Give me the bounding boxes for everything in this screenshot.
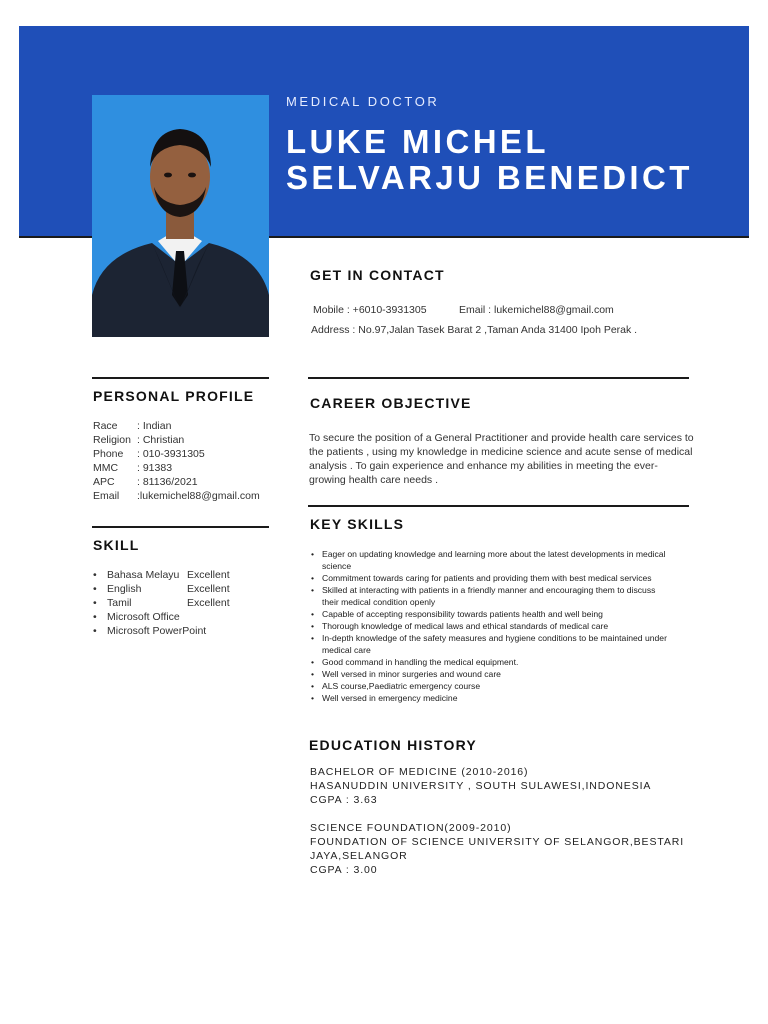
bullet-icon: • xyxy=(93,569,97,581)
profile-label: Race xyxy=(93,420,118,432)
personal-profile-list xyxy=(93,419,260,503)
divider xyxy=(308,505,689,507)
list-item xyxy=(93,582,230,596)
skill-level: Excellent xyxy=(187,569,230,581)
list-item xyxy=(311,584,671,608)
key-skill-text: Well versed in minor surgeries and wound care xyxy=(322,669,501,679)
skill-list xyxy=(93,568,230,638)
profile-value: : 010-3931305 xyxy=(137,448,205,460)
cgpa-text: CGPA : 3.63 xyxy=(310,794,378,806)
key-skill-text: Good command in handling the medical equipment. xyxy=(322,657,519,667)
profile-value: :lukemichel88@gmail.com xyxy=(137,490,260,502)
skill-name: Tamil xyxy=(107,597,132,609)
skill-name: English xyxy=(107,583,142,595)
bullet-icon: • xyxy=(93,597,97,609)
profile-label: Email xyxy=(93,490,120,502)
institution-text: HASANUDDIN UNIVERSITY , SOUTH SULAWESI,INDONESIA xyxy=(310,780,652,792)
list-item xyxy=(311,608,671,620)
bullet-icon: • xyxy=(311,693,315,703)
bullet-icon: • xyxy=(311,681,315,691)
key-skill-text: Capable of accepting responsibility towards patients health and well being xyxy=(322,609,603,619)
bullet-icon: • xyxy=(311,621,315,631)
profile-row xyxy=(93,433,260,447)
address-text: Address : No.97,Jalan Tasek Barat 2 ,Taman Anda 31400 Ipoh Perak . xyxy=(311,324,638,336)
profile-label: Religion xyxy=(93,434,131,446)
profile-row xyxy=(93,489,260,503)
bullet-icon: • xyxy=(93,583,97,595)
list-item xyxy=(311,680,671,692)
profile-value: : Christian xyxy=(137,434,185,446)
list-item xyxy=(93,596,230,610)
career-objective-heading: CAREER OBJECTIVE xyxy=(310,395,472,411)
key-skill-text: Skilled at interacting with patients in a friendly manner and encouraging them to discuss their medical condition openly xyxy=(322,585,656,607)
profile-row xyxy=(93,419,260,433)
bullet-icon: • xyxy=(311,573,315,583)
skill-level: Excellent xyxy=(187,583,230,595)
mobile-text: Mobile : +6010-3931305 xyxy=(313,304,427,316)
key-skill-text: Thorough knowledge of medical laws and ethical standards of medical care xyxy=(322,621,609,631)
list-item xyxy=(311,620,671,632)
list-item xyxy=(311,572,671,584)
list-item xyxy=(311,632,671,656)
institution-text: FOUNDATION OF SCIENCE UNIVERSITY OF SELANGOR,BESTARI xyxy=(310,836,685,848)
list-item xyxy=(311,548,671,572)
degree-text: BACHELOR OF MEDICINE (2010-2016) xyxy=(310,766,529,778)
full-name xyxy=(286,124,693,196)
education-heading: EDUCATION HISTORY xyxy=(309,737,477,753)
list-item xyxy=(93,568,230,582)
key-skill-text: Well versed in emergency medicine xyxy=(322,693,458,703)
divider xyxy=(308,377,689,379)
contact-heading: GET IN CONTACT xyxy=(310,267,445,283)
bullet-icon: • xyxy=(311,633,315,643)
profile-label: Phone xyxy=(93,448,124,460)
bullet-icon: • xyxy=(311,669,315,679)
job-title: MEDICAL DOCTOR xyxy=(286,94,440,109)
bullet-icon: • xyxy=(93,611,97,623)
skill-level: Excellent xyxy=(187,597,230,609)
profile-row xyxy=(93,475,260,489)
profile-row xyxy=(93,461,260,475)
bullet-icon: • xyxy=(311,657,315,667)
divider xyxy=(92,526,269,528)
divider xyxy=(92,377,269,379)
key-skill-text: Commitment towards caring for patients and providing them with best medical services xyxy=(322,573,652,583)
list-item xyxy=(93,624,230,638)
profile-value: : 91383 xyxy=(137,462,173,474)
profile-row xyxy=(93,447,260,461)
email-text: Email : lukemichel88@gmail.com xyxy=(459,304,614,316)
list-item xyxy=(311,668,671,680)
key-skill-text: In-depth knowledge of the safety measures and hygiene conditions to be maintained under medical care xyxy=(322,633,667,655)
key-skills-heading: KEY SKILLS xyxy=(310,516,405,532)
cgpa-text: CGPA : 3.00 xyxy=(310,864,378,876)
institution-text: JAYA,SELANGOR xyxy=(310,850,408,862)
career-objective-text: To secure the position of a General Practitioner and provide health care services to the patients , using my knowledge in medicine science and acute sense of medical analysis . To gain experience and enhance my abilities in meeting the ever-growing health care needs . xyxy=(309,432,694,486)
bullet-icon: • xyxy=(311,585,315,595)
profile-label: MMC xyxy=(93,462,119,474)
profile-photo xyxy=(92,95,269,337)
key-skills-list xyxy=(311,548,671,704)
bullet-icon: • xyxy=(311,609,315,619)
profile-label: APC xyxy=(93,476,115,488)
list-item xyxy=(311,692,671,704)
skill-name: Microsoft PowerPoint xyxy=(107,625,207,637)
degree-text: SCIENCE FOUNDATION(2009-2010) xyxy=(310,822,512,834)
bullet-icon: • xyxy=(311,549,315,559)
personal-profile-heading: PERSONAL PROFILE xyxy=(93,388,255,404)
skill-name: Bahasa Melayu xyxy=(107,569,180,581)
skill-heading: SKILL xyxy=(93,537,140,553)
profile-value: : 81136/2021 xyxy=(137,476,198,488)
bullet-icon: • xyxy=(93,625,97,637)
name-line-2: SELVARJU BENEDICT xyxy=(286,159,693,196)
profile-value: : Indian xyxy=(137,420,172,432)
key-skill-text: ALS course,Paediatric emergency course xyxy=(322,681,481,691)
education-entry xyxy=(310,765,651,807)
list-item xyxy=(311,656,671,668)
list-item xyxy=(93,610,230,624)
key-skill-text: Eager on updating knowledge and learning more about the latest developments in medical science xyxy=(322,549,666,571)
portrait-illustration xyxy=(92,95,269,337)
education-entry xyxy=(310,821,684,877)
skill-name: Microsoft Office xyxy=(107,611,180,623)
name-line-1: LUKE MICHEL xyxy=(286,123,549,160)
